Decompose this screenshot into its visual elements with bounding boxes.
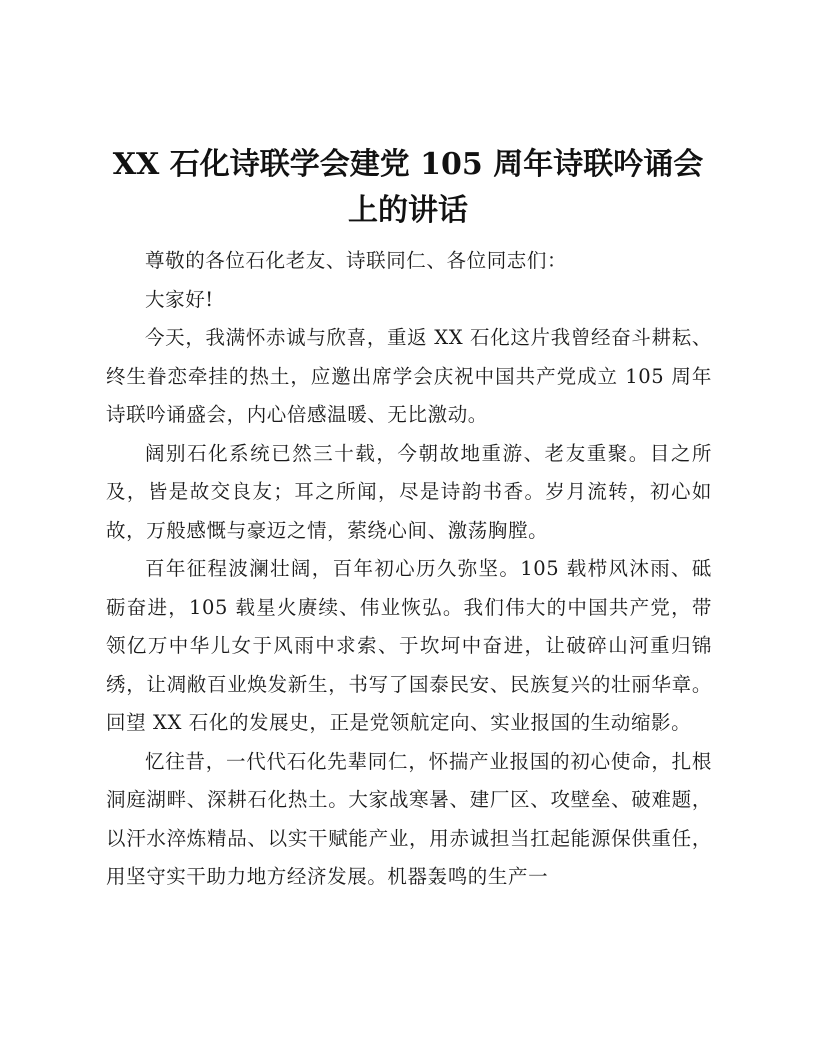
greeting-paragraph: 大家好! — [145, 287, 214, 311]
body-paragraph: 阔别石化系统已然三十载，今朝故地重游、老友重聚。目之所及，皆是故交良友；耳之所闻，尽是诗韵书香。岁月流转，初心如故，万般感慨与豪迈之情，萦绕心间、激荡胸膛。 — [106, 441, 712, 542]
body-paragraph: 忆往昔，一代代石化先辈同仁，怀揣产业报国的初心使命，扎根洞庭湖畔、深耕石化热土。大家战寒暑、建厂区、攻壁垒、破难题，以汗水淬炼精品、以实干赋能产业，用赤诚担当扛起能源保供重任，用坚守实干助力地方经济发展。机器轰鸣的生产一 — [106, 749, 712, 888]
body-paragraph: 百年征程波澜壮阔，百年初心历久弥坚。105 载栉风沐雨、砥砺奋进，105 载星火赓续、伟业恢弘。我们伟大的中国共产党，带领亿万中华儿女于风雨中求索、于坎坷中奋进，让破碎山河重归锦绣，让凋敝百业焕发新生，书写了国泰民安、民族复兴的壮丽华章。回望 XX 石化的发展史，正是党领航定向、实业报国的生动缩影。 — [106, 557, 712, 734]
document-title: XX 石化诗联学会建党 105 周年诗联吟诵会上的讲话 — [112, 147, 704, 228]
document-body — [106, 242, 712, 897]
salutation-paragraph: 尊敬的各位石化老友、诗联同仁、各位同志们： — [145, 249, 568, 272]
body-paragraph: 今天，我满怀赤诚与欣喜，重返 XX 石化这片我曾经奋斗耕耘、终生眷恋牵挂的热土，应邀出席学会庆祝中国共产党成立 105 周年诗联吟诵盛会，内心倍感温暖、无比激动。 — [106, 326, 712, 426]
